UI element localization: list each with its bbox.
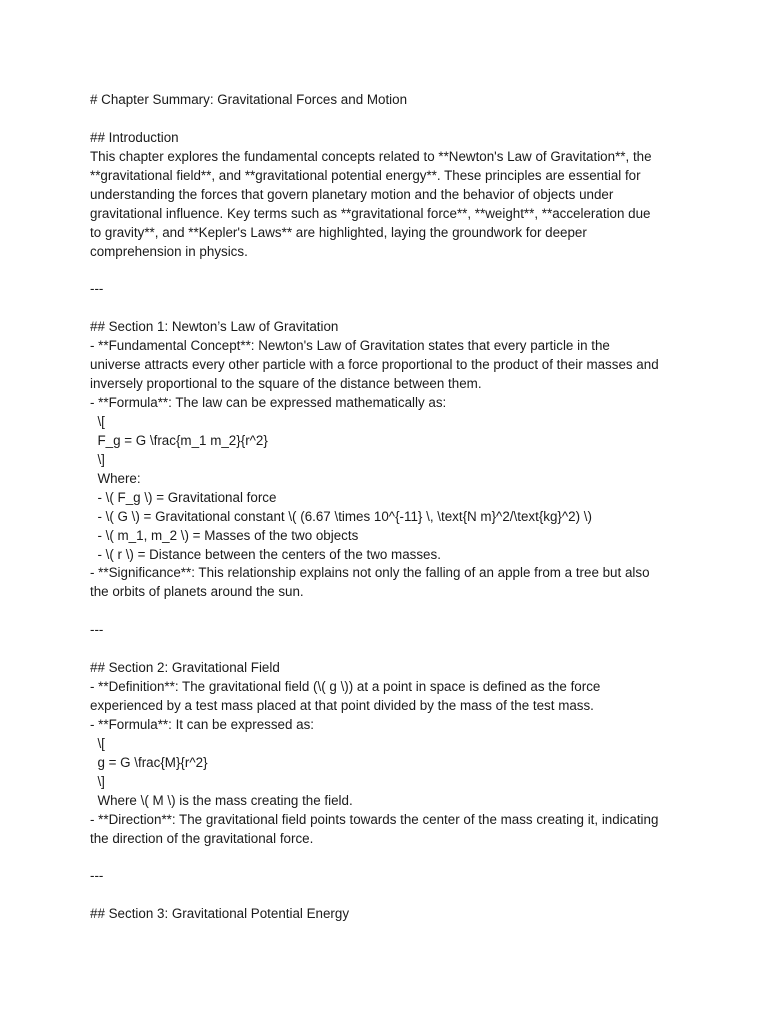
bullet-line: - **Formula**: It can be expressed as: xyxy=(90,716,315,732)
bullet-line: - \( F_g \) = Gravitational force xyxy=(90,489,277,505)
section-heading: ## Section 3: Gravitational Potential Energy xyxy=(90,906,350,922)
text-line: inversely proportional to the square of the distance between them. xyxy=(90,376,482,392)
text-line: experienced by a test mass placed at that point divided by the mass of the test mass. xyxy=(90,698,594,713)
bullet-line: - **Definition**: The gravitational field (\( g \)) at a point in space is defined as the force xyxy=(90,679,601,695)
formula-line: \] xyxy=(90,451,105,467)
blank-line xyxy=(90,602,690,621)
formula-line: g = G \frac{M}{r^2} xyxy=(90,754,208,770)
chapter-title: # Chapter Summary: Gravitational Forces and Motion xyxy=(90,92,408,107)
document-body xyxy=(90,91,690,924)
horizontal-rule-marker: --- xyxy=(90,622,104,638)
bullet-line: - \( m_1, m_2 \) = Masses of the two objects xyxy=(90,527,359,543)
section-heading: ## Section 1: Newton’s Law of Gravitation xyxy=(90,319,339,335)
blank-line xyxy=(90,110,690,129)
bullet-line: - \( r \) = Distance between the centers of the two masses. xyxy=(90,546,441,562)
text-line: **gravitational field**, and **gravitational potential energy**. These principles are essential for xyxy=(90,167,641,183)
formula-line: F_g = G \frac{m_1 m_2}{r^2} xyxy=(90,432,268,448)
text-line: This chapter explores the fundamental concepts related to **Newton's Law of Gravitation**, the xyxy=(90,148,652,164)
blank-line xyxy=(90,261,690,280)
text-line: comprehension in physics. xyxy=(90,243,248,259)
blank-line xyxy=(90,299,690,318)
section-heading: ## Section 2: Gravitational Field xyxy=(90,660,280,676)
formula-line: \[ xyxy=(90,735,105,751)
bullet-line: - \( G \) = Gravitational constant \( (6.67 \times 10^{-11} \, \text{N m}^2/\text{kg}^2) \) xyxy=(90,508,592,524)
blank-line xyxy=(90,886,690,905)
text-line: understanding the forces that govern planetary motion and the behavior of objects under xyxy=(90,186,614,202)
text-line: Where: xyxy=(90,470,141,486)
blank-line xyxy=(90,640,690,659)
text-line: Where \( M \) is the mass creating the field. xyxy=(90,792,353,808)
text-line: the direction of the gravitational force. xyxy=(90,830,314,846)
bullet-line: - **Significance**: This relationship explains not only the falling of an apple from a tree but also xyxy=(90,565,650,581)
text-line: universe attracts every other particle with a force proportional to the product of their masses and xyxy=(90,357,659,373)
bullet-line: - **Formula**: The law can be expressed mathematically as: xyxy=(90,395,447,410)
bullet-line: - **Direction**: The gravitational field points towards the center of the mass creating it, indicating xyxy=(90,811,659,827)
text-line: to gravity**, and **Kepler's Laws** are highlighted, laying the groundwork for deeper xyxy=(90,224,587,240)
text-line: gravitational influence. Key terms such as **gravitational force**, **weight**, **acceleration due xyxy=(90,205,651,221)
section-heading: ## Introduction xyxy=(90,129,179,145)
horizontal-rule-marker: --- xyxy=(90,868,104,884)
blank-line xyxy=(90,849,690,868)
formula-line: \] xyxy=(90,773,105,789)
text-line: the orbits of planets around the sun. xyxy=(90,584,304,600)
horizontal-rule-marker: --- xyxy=(90,281,104,297)
bullet-line: - **Fundamental Concept**: Newton's Law of Gravitation states that every particle in the xyxy=(90,338,610,354)
formula-line: \[ xyxy=(90,413,105,429)
